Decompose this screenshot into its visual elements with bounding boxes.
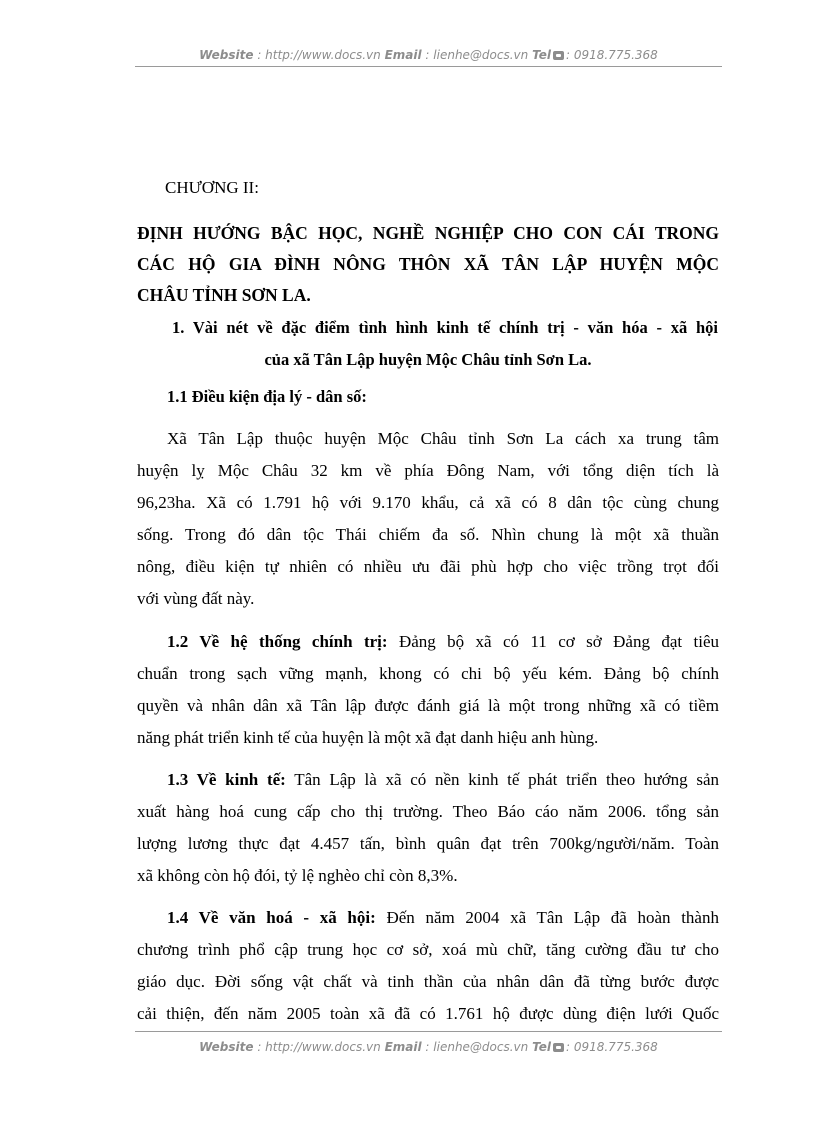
text-line: Xã Tân Lập thuộc huyện Mộc Châu tỉnh Sơn La cách xa trung tâm (167, 429, 719, 448)
email-value: : lienhe@docs.vn (421, 48, 533, 62)
website-value: : http://www.docs.vn (253, 48, 385, 62)
text-line: 96,23ha. Xã có 1.791 hộ với 9.170 khẩu, cả xã có 8 dân tộc cùng chung (137, 493, 719, 512)
tel-value: : 0918.775.368 (565, 48, 658, 62)
paragraph-geography (137, 423, 719, 615)
text-line: chương trình phổ cập trung học cơ sở, xoá mù chữ, tăng cường đầu tư cho (137, 940, 719, 959)
section-heading-cont: của xã Tân Lập huyện Mộc Châu tỉnh Sơn La. (264, 350, 592, 369)
subsection-heading: 1.1 Điều kiện địa lý - dân số: (167, 387, 367, 406)
title-line: CÁC HỘ GIA ĐÌNH NÔNG THÔN XÃ TÂN LẬP HUYỆN MỘC (137, 254, 719, 274)
chapter-label: CHƯƠNG II: (165, 178, 259, 197)
inline-heading: 1.4 Về văn hoá - xã hội: (167, 908, 376, 927)
text-line: huyện lỵ Mộc Châu 32 km về phía Đông Nam, với tổng diện tích là (137, 461, 719, 480)
phone-icon (553, 51, 564, 60)
tel-label: Tel (532, 1040, 551, 1054)
title-line: ĐỊNH HƯỚNG BẬC HỌC, NGHỀ NGHIỆP CHO CON CÁI TRONG (137, 223, 719, 243)
tel-value: : 0918.775.368 (565, 1040, 658, 1054)
chapter-title (137, 218, 719, 311)
tel-label: Tel (532, 48, 551, 62)
footer-divider (135, 1031, 722, 1032)
inline-heading: 1.2 Về hệ thống chính trị: (167, 632, 388, 651)
text-line: với vùng đất này. (137, 589, 255, 608)
title-line: CHÂU TỈNH SƠN LA. (137, 285, 311, 305)
header-divider (135, 66, 722, 67)
paragraph-politics (137, 626, 719, 754)
text-line: 1.2 Về hệ thống chính trị: Đảng bộ xã có 11 cơ sở Đảng đạt tiêu (167, 632, 719, 651)
website-label: Website (199, 1040, 254, 1054)
email-label: Email (384, 1040, 422, 1054)
text-line: nông, điều kiện tự nhiên có nhiều ưu đãi phù hợp cho việc trồng trọt đối (137, 557, 719, 576)
page-footer (135, 1040, 722, 1054)
website-value: : http://www.docs.vn (253, 1040, 385, 1054)
phone-icon (553, 1043, 564, 1052)
text-line: chuẩn trong sạch vững mạnh, khong có chi bộ yếu kém. Đảng bộ chính (137, 664, 719, 683)
text-line: sống. Trong đó dân tộc Thái chiếm đa số. Nhìn chung là một xã thuần (137, 525, 719, 544)
text-line: 1.3 Về kinh tế: Tân Lập là xã có nền kinh tế phát triển theo hướng sản (167, 770, 719, 789)
text-line: năng phát triển kinh tế của huyện là một xã đạt danh hiệu anh hùng. (137, 728, 599, 747)
email-value: : lienhe@docs.vn (421, 1040, 533, 1054)
text-line: xuất hàng hoá cung cấp cho thị trường. Theo Báo cáo năm 2006. tổng sản (137, 802, 719, 821)
paragraph-culture (137, 902, 719, 1030)
text-line: lượng lương thực đạt 4.457 tấn, bình quân đạt trên 700kg/người/năm. Toàn (137, 834, 719, 853)
email-label: Email (384, 48, 422, 62)
text-line: quyền và nhân dân xã Tân lập được đánh giá là một trong những xã có tiềm (137, 696, 719, 715)
text-line: giáo dục. Đời sống vật chất và tinh thần của nhân dân đã từng bước được (137, 972, 719, 991)
text-line: 1.4 Về văn hoá - xã hội: Đến năm 2004 xã Tân Lập đã hoàn thành (167, 908, 719, 927)
text-line: xã không còn hộ đói, tỷ lệ nghèo chỉ còn 8,3%. (137, 866, 458, 885)
text-line: cải thiện, đến năm 2005 toàn xã đã có 1.761 hộ được dùng điện lưới Quốc (137, 1004, 719, 1023)
section-heading: 1. Vài nét về đặc điểm tình hình kinh tế chính trị - văn hóa - xã hội (172, 318, 718, 337)
inline-heading: 1.3 Về kinh tế: (167, 770, 286, 789)
page-header (135, 48, 722, 62)
paragraph-economy (137, 764, 719, 892)
website-label: Website (199, 48, 254, 62)
